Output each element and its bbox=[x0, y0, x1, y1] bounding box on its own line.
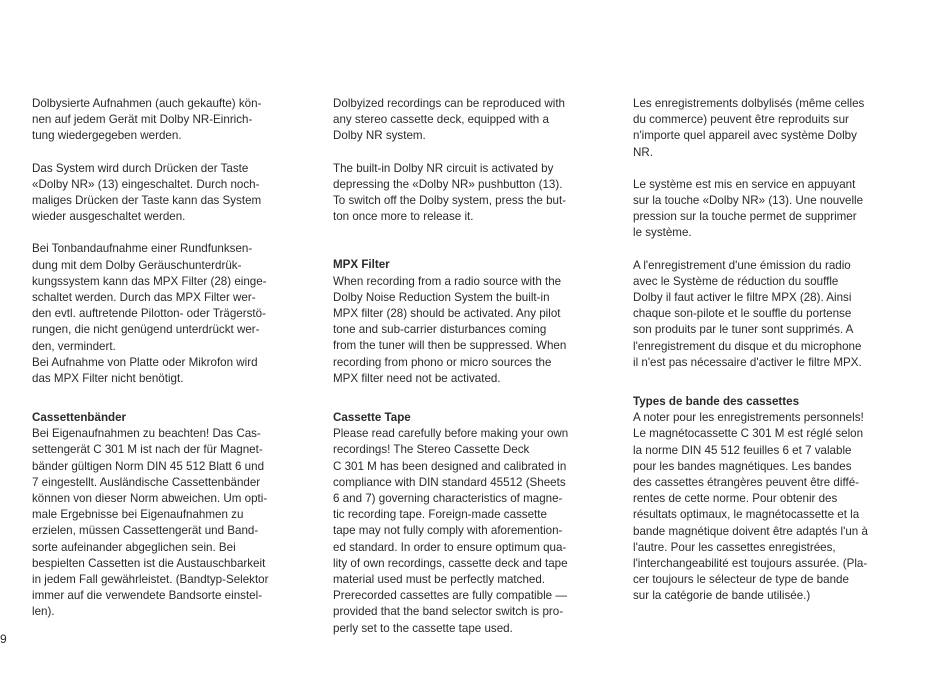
german-tape-section bbox=[32, 410, 304, 621]
english-heading-tape: Cassette Tape bbox=[333, 411, 411, 424]
english-tape-section bbox=[333, 410, 608, 637]
english-paragraph-3: When recording from a radio source with the Dolby Noise Reduction System the built-in MPX filter (28) should be activated. Any pilot tone and sub-carrier disturbances coming from the tuner will then be suppressed. When recording from phono or micro sources the MPX filter need not be activated. bbox=[333, 274, 567, 385]
french-paragraph-3: A l'enregistrement d'une émission du radio avec le Système de réduction du souffle Dolby il faut activer le filtre MPX (28). Ainsi chaque son-pilote et le souffle du portense son produits par le tuner sont supprimés. A l'enregistrement du disque et du microphone il n'est pas nécessaire d'activer le filtre MPX. bbox=[633, 258, 862, 369]
german-paragraph-4: Bei Eigenaufnahmen zu beachten! Das Cas- settengerät C 301 M ist nach der für Magnet- bänder gültigen Norm DIN 45 512 Blatt 6 und 7 eingestellt. Ausländische Cassettenbänder können von dieser Norm abweichen. Um opti- male Ergebnisse bei Eigenaufnahmen zu erzielen, müssen Cassettengerät und Band- sorte aufeinander abgeglichen sein. Bei bespielten Cassetten ist die Austauschbarkeit in jedem Fall gewährleistet. (Bandtyp-Selektor immer auf die verwendete Bandsorte einstel- len). bbox=[32, 427, 269, 619]
french-tape-section bbox=[633, 394, 908, 605]
english-paragraph-1: Dolbyized recordings can be reproduced with any stereo cassette deck, equipped with a Dolby NR system. bbox=[333, 97, 566, 143]
french-heading: Types de bande des cassettes bbox=[633, 395, 800, 408]
french-paragraph-1: Les enregistrements dolbylisés (même celles du commerce) peuvent être reproduits sur n'importe quel appareil avec système Dolby NR. bbox=[633, 97, 865, 159]
german-paragraph-2: Das System wird durch Drücken der Taste «Dolby NR» (13) eingeschaltet. Durch noch- maliges Drücken der Taste kann das System wieder ausgeschaltet werden. bbox=[32, 161, 262, 224]
page-number: 9 bbox=[0, 632, 7, 646]
french-paragraph-4: A noter pour les enregistrements personnels! Le magnétocassette C 301 M est réglé selon la norme DIN 45 512 feuilles 6 et 7 valable pour les bandes magnétiques. Les bandes des cassettes étrangères peuvent être diffé- rentes de cette norme. Pour obtenir des résultats optimaux, le magnétocassette et la bande magnétique doivent être adaptés l'un à l'autre. Pour les cassettes enregistrées, l'interchangeabilité est toujours assurée. (Pla- cer toujours le sélecteur de type de bande sur la catégorie de bande utilisée.) bbox=[633, 411, 868, 603]
german-column bbox=[32, 96, 304, 387]
english-paragraph-2: The built-in Dolby NR circuit is activated by depressing the «Dolby NR» pushbutton (13). To switch off the Dolby system, press the but- ton once more to release it. bbox=[333, 161, 567, 224]
french-column bbox=[633, 96, 908, 371]
english-paragraph-4: Please read carefully before making your own recordings! The Stereo Cassette Deck C 301 M has been designed and calibrated in compliance with DIN standard 45512 (Sheets 6 and 7) governing characteristics of magne- tic recording tape. Foreign-made cassette tape may not fully comply with aforemention- ed standard. In order to ensure optimum qua- lity of own recordings, cassette deck and tape material used must be perfectly matched. Prerecorded cassettes are fully compatible — provided that the band selector switch is pro- perly set to the cassette tape used. bbox=[333, 427, 569, 635]
german-paragraph-3: Bei Tonbandaufnahme einer Rundfunksen- dung mit dem Dolby Geräuschunterdrük- kungssystem kann das MPX Filter (28) einge- schaltet werden. Durch das MPX Filter wer- den evtl. auftretende Pilotton- oder Trägerstö- rungen, die nicht genügend unterdrückt wer- den, vermindert. Bei Aufnahme von Platte oder Mikrofon wird das MPX Filter nicht benötigt. bbox=[32, 242, 267, 386]
french-paragraph-2: Le système est mis en service en appuyant sur la touche «Dolby NR» (13). Une nouvelle pression sur la touche permet de supprimer le système. bbox=[633, 177, 864, 240]
german-paragraph-1: Dolbysierte Aufnahmen (auch gekaufte) kön- nen auf jedem Gerät mit Dolby NR-Einrich- tung wiedergegeben werden. bbox=[32, 97, 262, 143]
german-heading: Cassettenbänder bbox=[32, 411, 127, 424]
english-heading-mpx: MPX Filter bbox=[333, 258, 390, 272]
english-column bbox=[333, 96, 608, 387]
